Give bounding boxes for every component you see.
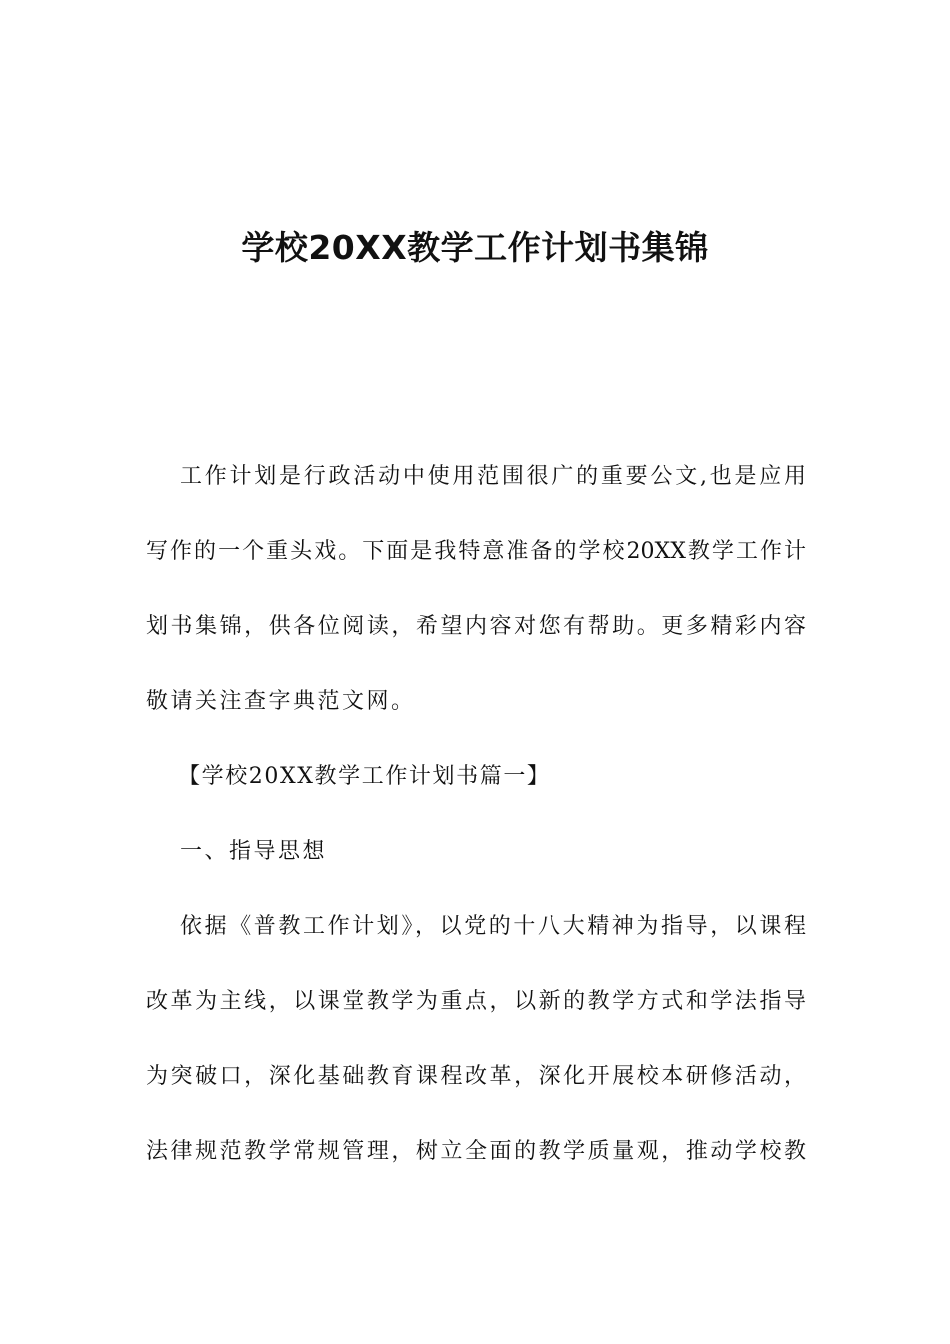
- paragraph-line: 敬请关注查字典范文网。: [146, 689, 416, 714]
- paragraph-line: 法律规范教学常规管理，树立全面的教学质量观，推动学校教: [146, 1139, 806, 1164]
- paragraph-line: 改革为主线，以课堂教学为重点，以新的教学方式和学法指导: [146, 989, 806, 1014]
- document-title: 学校20XX教学工作计划书集锦: [241, 228, 709, 267]
- paragraph-line: 为突破口，深化基础教育课程改革，深化开展校本研修活动，: [146, 1064, 806, 1089]
- paragraph-line: 工作计划是行政活动中使用范围很广的重要公文,也是应用: [180, 464, 806, 489]
- paragraph-line: 写作的一个重头戏。下面是我特意准备的学校20XX教学工作计: [146, 539, 806, 564]
- subsection-heading: 一、指导思想: [180, 839, 328, 864]
- section-heading: 【学校20XX教学工作计划书篇一】: [178, 764, 551, 789]
- paragraph-line: 划书集锦，供各位阅读，希望内容对您有帮助。更多精彩内容: [146, 614, 806, 639]
- paragraph-line: 依据《普教工作计划》，以党的十八大精神为指导，以课程: [180, 914, 806, 939]
